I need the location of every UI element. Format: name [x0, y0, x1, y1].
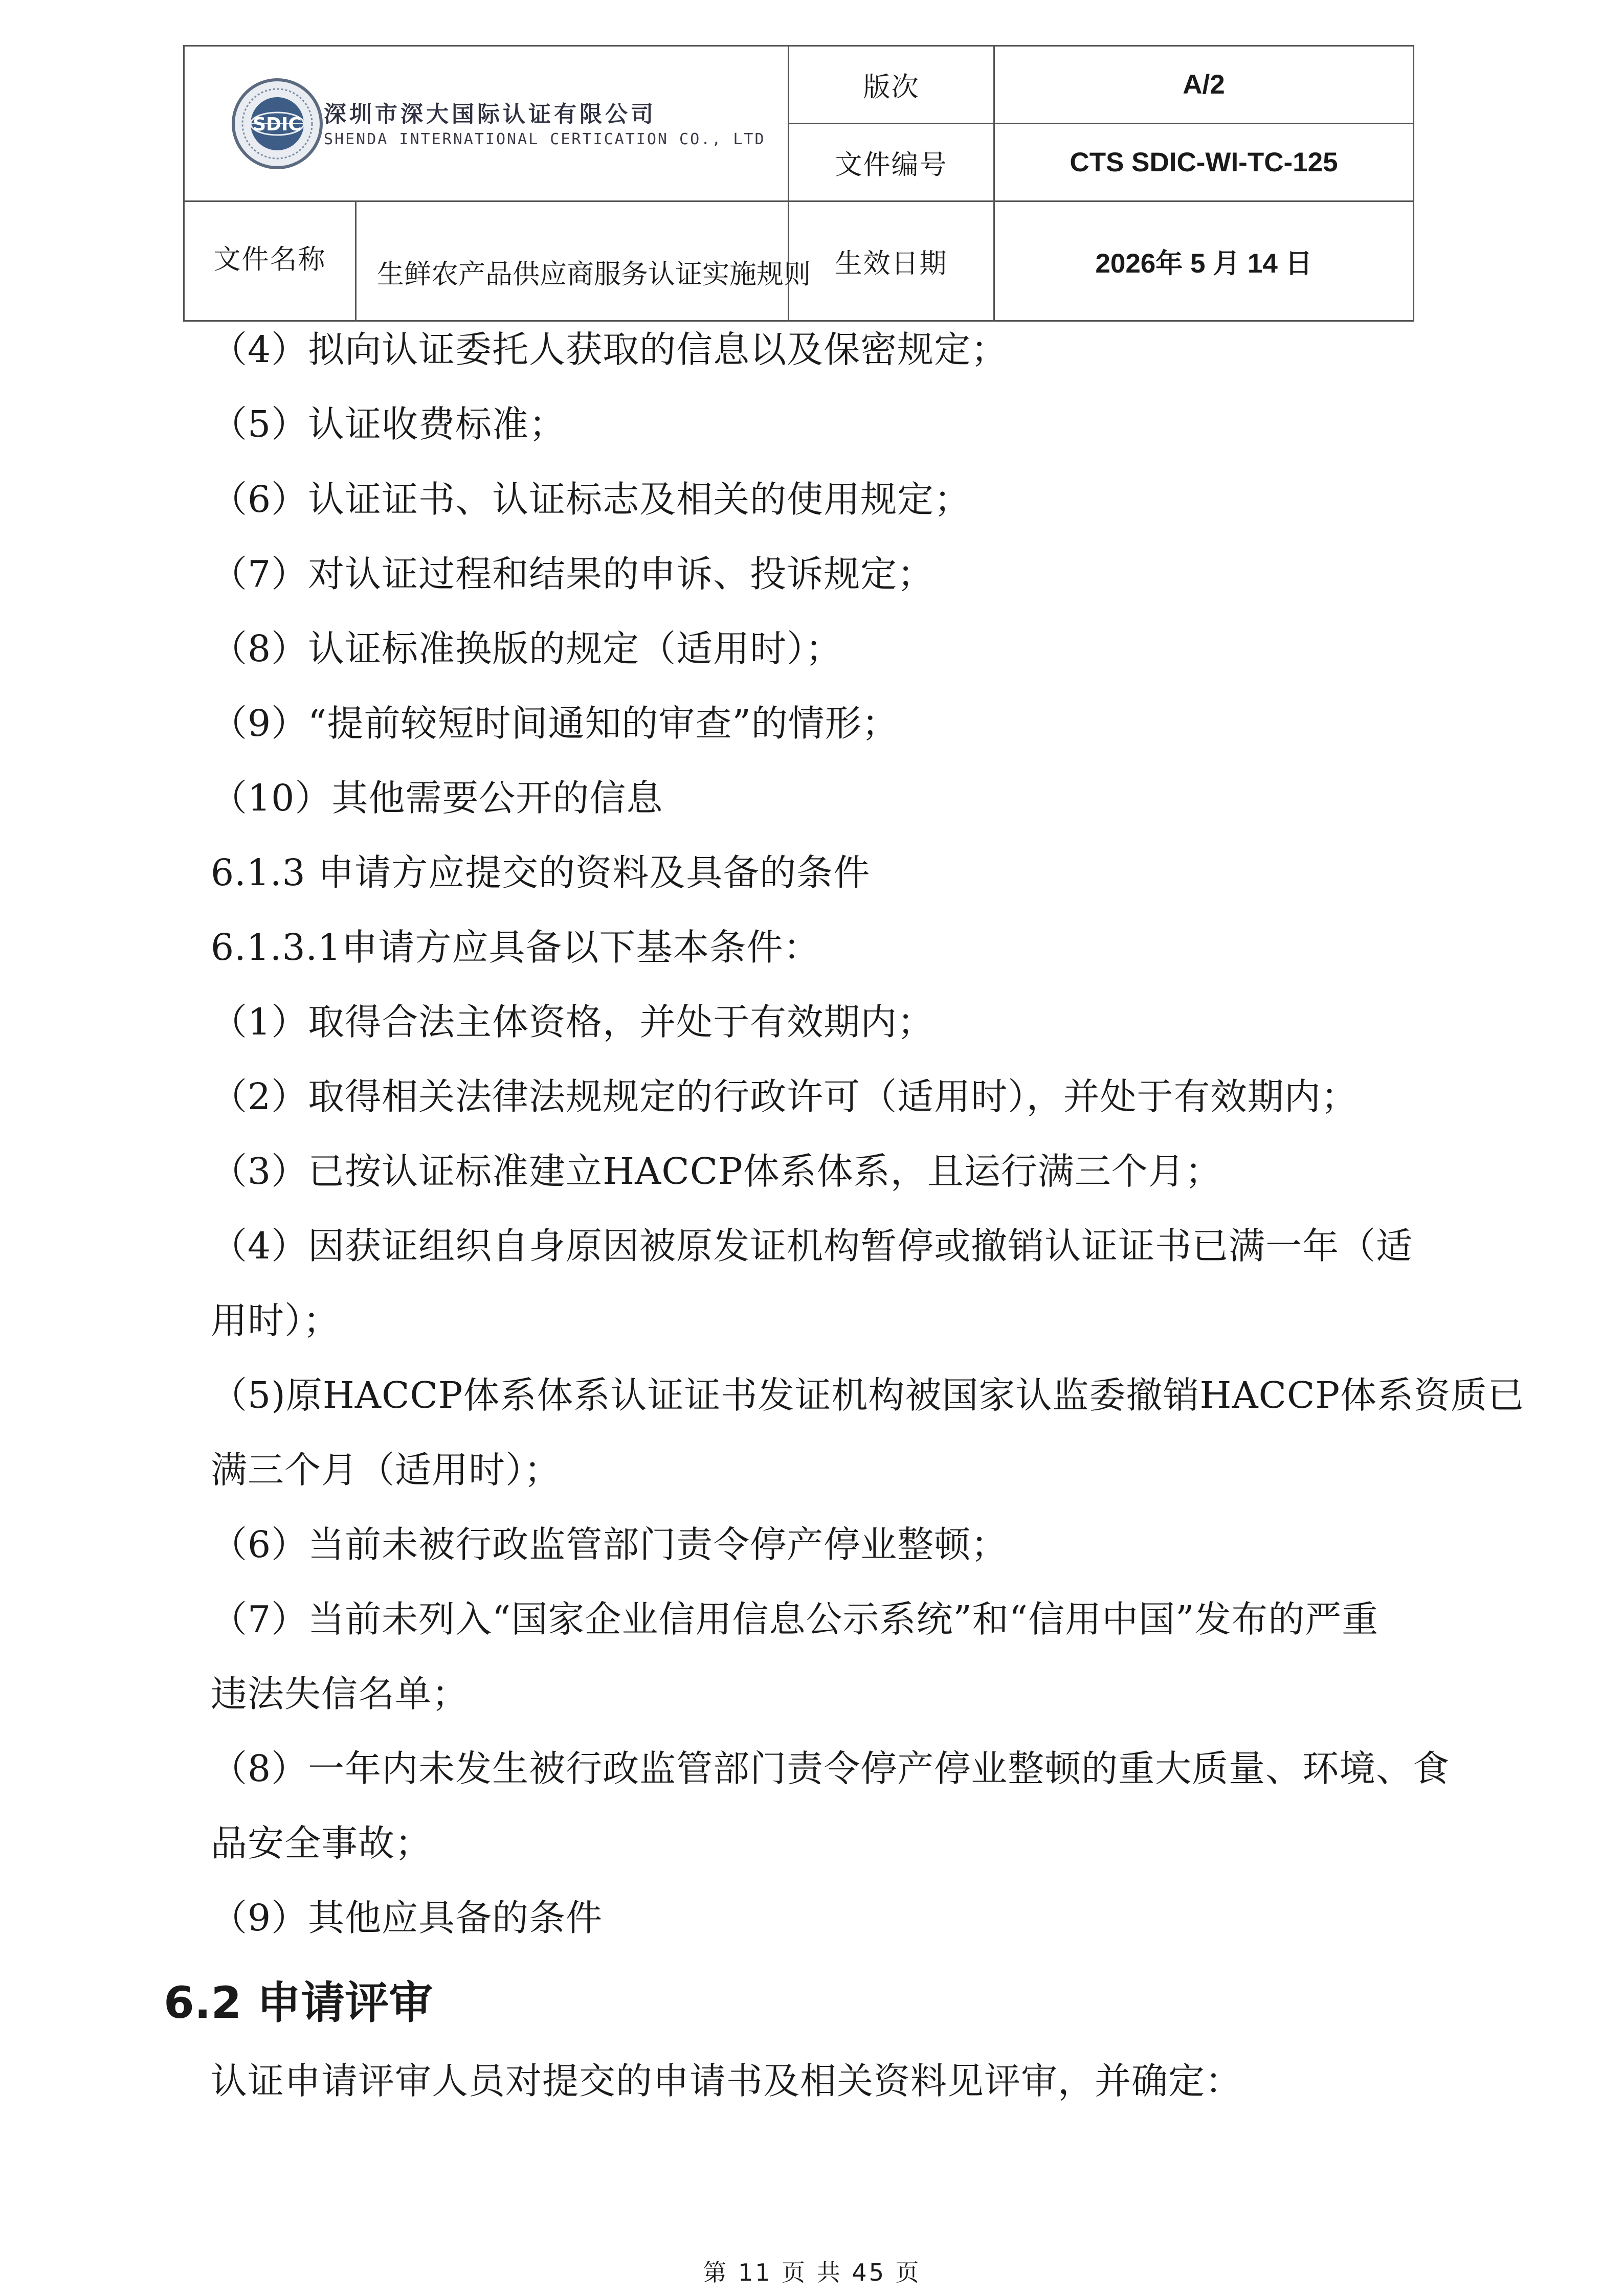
list-item-continuation: 用时）；	[211, 1299, 340, 1342]
list-item: （6）当前未被行政监管部门责令停产停业整顿；	[211, 1523, 1008, 1566]
list-item: （9）其他应具备的条件	[211, 1897, 603, 1939]
version-label: 版次	[789, 46, 994, 124]
effective-date-label: 生效日期	[789, 201, 994, 321]
list-item: （10）其他需要公开的信息	[211, 777, 663, 819]
company-logo-cell	[184, 46, 789, 201]
version-value: A/2	[994, 46, 1414, 124]
list-item-continuation: 违法失信名单；	[211, 1673, 469, 1715]
list-item: （5）认证收费标准；	[211, 403, 566, 445]
company-logo	[231, 77, 766, 179]
company-seal-icon	[231, 77, 324, 170]
list-item: （2）取得相关法律法规规定的行政许可（适用时），并处于有效期内；	[211, 1075, 1358, 1118]
doc-name-label: 文件名称	[213, 244, 326, 275]
section-heading: 6.1.3 申请方应提交的资料及具备的条件	[211, 851, 871, 894]
company-name-cn: 深圳市深大国际认证有限公司	[324, 101, 656, 127]
company-name-en: SHENDA INTERNATIONAL CERTICATION CO., LTD	[324, 130, 766, 148]
list-item: （5)原HACCP体系体系认证证书发证机构被国家认监委撤销HACCP体系资质已	[211, 1374, 1525, 1416]
list-item: （4）因获证组织自身原因被原发证机构暂停或撤销认证证书已满一年（适	[211, 1225, 1413, 1267]
doc-name-value: 生鲜农产品供应商服务认证实施规则	[377, 259, 811, 290]
list-item-continuation: 品安全事故；	[211, 1822, 432, 1864]
list-item: （4）拟向认证委托人获取的信息以及保密规定；	[211, 328, 1008, 371]
list-item: （9）“提前较短时间通知的审查”的情形；	[211, 702, 899, 745]
doc-name-label-cell	[184, 201, 356, 321]
list-item: （3）已按认证标准建立HACCP体系体系，且运行满三个月；	[211, 1150, 1222, 1192]
list-item: （7）对认证过程和结果的申诉、投诉规定；	[211, 553, 935, 595]
subsection-heading: 6.1.3.1申请方应具备以下基本条件：	[211, 926, 820, 969]
seal-text: SDIC	[253, 114, 302, 135]
document-header-table	[183, 45, 1414, 322]
doc-number-value: CTS SDIC-WI-TC-125	[994, 124, 1414, 201]
list-item: （7）当前未列入“国家企业信用信息公示系统”和“信用中国”发布的严重	[211, 1598, 1379, 1640]
list-item: （8）一年内未发生被行政监管部门责令停产停业整顿的重大质量、环境、食	[211, 1747, 1450, 1790]
list-item: （8）认证标准换版的规定（适用时）；	[211, 627, 842, 670]
body-paragraph: 认证申请评审人员对提交的申请书及相关资料见评审，并确定：	[211, 2060, 1242, 2102]
page-number: 第 11 页 共 45 页	[703, 2259, 921, 2286]
effective-date-value: 2026年 5 月 14 日	[994, 201, 1414, 321]
list-item-continuation: 满三个月（适用时）；	[211, 1449, 561, 1491]
section-title: 6.2 申请评审	[164, 1977, 433, 2029]
doc-name-cell	[356, 201, 811, 321]
list-item: （1）取得合法主体资格，并处于有效期内；	[211, 1001, 935, 1043]
list-item: （6）认证证书、认证标志及相关的使用规定；	[211, 478, 971, 521]
doc-number-label: 文件编号	[789, 124, 994, 201]
